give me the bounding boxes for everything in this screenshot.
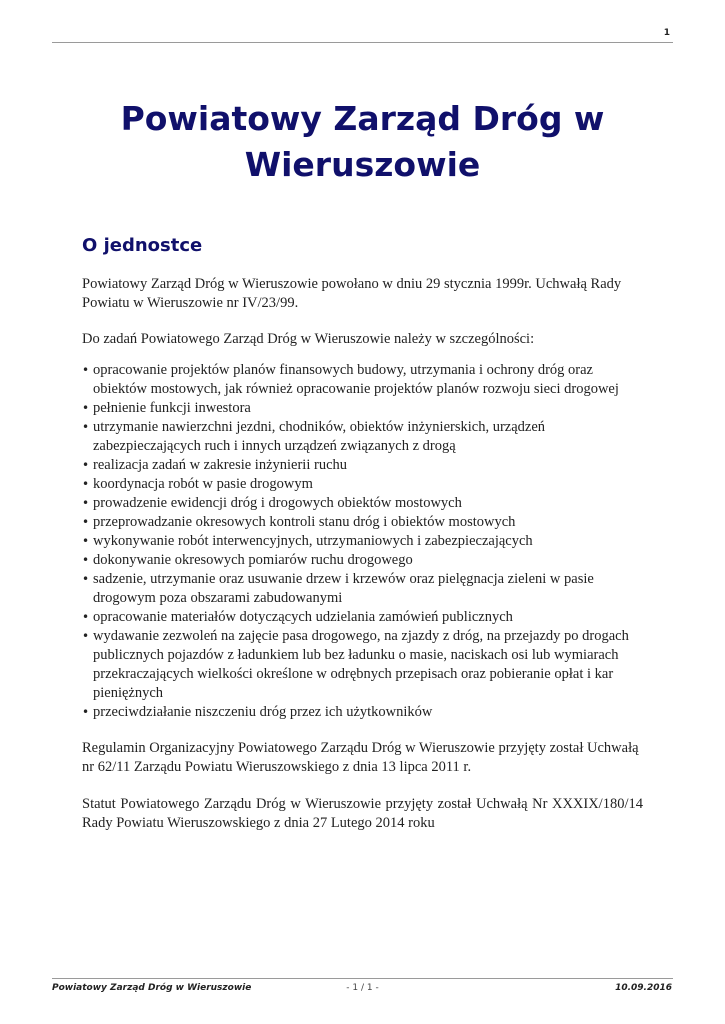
duty-list-item: • przeciwdziałanie niszczeniu dróg przez ich użytkowników (82, 703, 643, 722)
footer-divider (52, 978, 673, 979)
duty-list-item: • sadzenie, utrzymanie oraz usuwanie drzew i krzewów oraz pielęgnacja zieleni w pasie drogowym poza obszarami zabudowanymi (82, 570, 643, 608)
duty-list-item: • koordynacja robót w pasie drogowym (82, 475, 643, 494)
duties-intro-paragraph: Do zadań Powiatowego Zarząd Dróg w Wieruszowie należy w szczególności: (82, 331, 535, 347)
duties-list (82, 361, 643, 722)
footer-date: 10.09.2016 (615, 983, 672, 993)
intro-paragraph: Powiatowy Zarząd Dróg w Wieruszowie powołano w dniu 29 stycznia 1999r. Uchwałą Rady Powiatu w Wieruszowie nr IV/23/99. (82, 276, 622, 311)
duty-list-item: • wykonywanie robót interwencyjnych, utrzymaniowych i zabezpieczających (82, 532, 643, 551)
header-page-number: 1 (663, 28, 670, 38)
section-heading: O jednostce (82, 235, 203, 256)
duty-list-item: • utrzymanie nawierzchni jezdni, chodników, obiektów inżynierskich, urządzeń zabezpieczających ruch i innych urządzeń związanych z drogą (82, 418, 643, 456)
statute-paragraph: Statut Powiatowego Zarządu Dróg w Wieruszowie przyjęty został Uchwałą Nr XXXIX/180/14 Rady Powiatu Wieruszowskiego z dnia 27 Lutego 2014 roku (82, 796, 643, 831)
footer-title: Powiatowy Zarząd Dróg w Wieruszowie (52, 983, 252, 993)
header-divider (52, 42, 673, 43)
duty-list-item: • wydawanie zezwoleń na zajęcie pasa drogowego, na zjazdy z dróg, na przejazdy po drogach publicznych pojazdów z ładunkiem lub bez ładunku o masie, naciskach osi lub wymiarach przekraczających wielkości określone w odrębnych przepisach oraz pobieranie opłat i kar pieniężnych (82, 627, 643, 703)
duty-list-item: • opracowanie projektów planów finansowych budowy, utrzymania i ochrony dróg oraz obiektów mostowych, jak również opracowanie projektów planów rozwoju sieci drogowej (82, 361, 643, 399)
regulations-paragraph: Regulamin Organizacyjny Powiatowego Zarządu Dróg w Wieruszowie przyjęty został Uchwałą nr 62/11 Zarządu Powiatu Wieruszowskiego z dnia 13 lipca 2011 r. (82, 740, 639, 775)
article-body (82, 275, 643, 833)
duty-list-item: • przeprowadzanie okresowych kontroli stanu dróg i obiektów mostowych (82, 513, 643, 532)
duty-list-item: • pełnienie funkcji inwestora (82, 399, 643, 418)
duty-list-item: • dokonywanie okresowych pomiarów ruchu drogowego (82, 551, 643, 570)
footer-pagination: - 1 / 1 - (346, 983, 379, 993)
duty-list-item: • realizacja zadań w zakresie inżynierii ruchu (82, 456, 643, 475)
page-title: Powiatowy Zarząd Dróg w Wieruszowie (120, 99, 605, 184)
duty-list-item: • opracowanie materiałów dotyczących udzielania zamówień publicznych (82, 608, 643, 627)
duty-list-item: • prowadzenie ewidencji dróg i drogowych obiektów mostowych (82, 494, 643, 513)
